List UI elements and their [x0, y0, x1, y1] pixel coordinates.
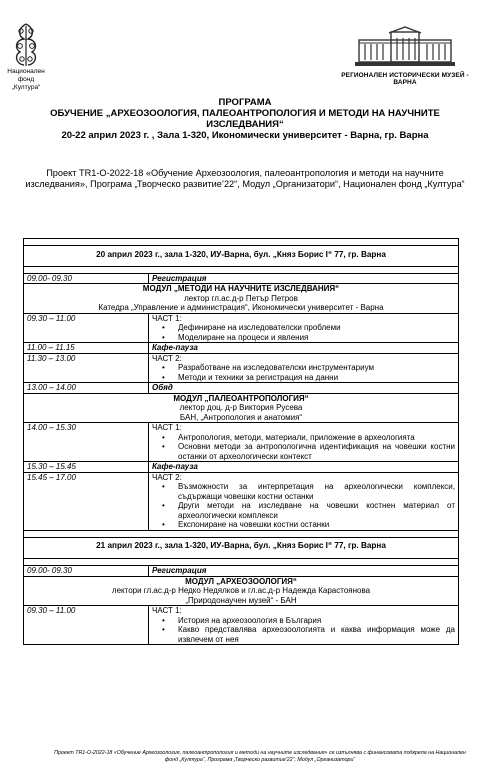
national-culture-fund-emblem-icon — [10, 22, 42, 68]
training-title: ОБУЧЕНИЕ „АРХЕОЗООЛОГИЯ, ПАЛЕОАНТРОПОЛОГИЯ И МЕТОДИ НА НАУЧНИТЕ ИЗСЛЕДВАНИЯ“ — [50, 108, 440, 130]
table-row — [24, 423, 459, 462]
time-cell: 11.00 – 11.15 — [24, 343, 149, 354]
table-row — [24, 353, 459, 383]
list-item: • Антропология, методи, материали, приложение в археологията — [170, 433, 455, 443]
module-lecturer: лектор доц. д-р Виктория Русева — [179, 403, 303, 412]
module-affiliation: „Природонаучен музей“ - БАН — [185, 595, 297, 605]
document-header — [20, 97, 470, 141]
culture-fund-logo — [4, 22, 48, 92]
activity-cell: Регистрация — [149, 273, 459, 284]
activity-cell: Кафе-пауза — [149, 343, 459, 354]
activity-cell: Регистрация — [149, 566, 459, 577]
culture-fund-name-line: „Култура“ — [11, 84, 41, 91]
module-title: МОДУЛ „МЕТОДИ НА НАУЧНИТЕ ИЗСЛЕДВАНИЯ“ — [142, 284, 340, 293]
table-spacer — [24, 530, 459, 537]
module-lecturer: лектори гл.ас.д-р Недко Недялков и гл.ас.д-р Надежда Карастоянова — [111, 586, 371, 595]
part-label: ЧАСТ 1: — [152, 313, 182, 323]
module-affiliation: Катедра „Управление и администрация“, Икономически университет - Варна — [98, 303, 384, 312]
time-cell: 09.00- 09.30 — [24, 273, 149, 284]
table-spacer — [24, 239, 459, 246]
module-affiliation: БАН, „Антропология и анатомия“ — [179, 412, 303, 422]
module-row — [24, 393, 459, 423]
module-row — [24, 576, 459, 606]
time-cell: 09.30 – 11.00 — [24, 313, 149, 343]
culture-fund-name-line: Национален — [7, 68, 45, 75]
table-spacer — [24, 559, 459, 566]
table-row — [24, 343, 459, 354]
part-label: ЧАСТ 2: — [152, 353, 182, 363]
list-item: • Разработване на изследователски инструментариум — [170, 363, 455, 373]
time-cell: 11.30 – 13.00 — [24, 353, 149, 383]
session-cell — [149, 353, 459, 383]
table-row — [24, 383, 459, 394]
part-label: ЧАСТ 1: — [152, 606, 182, 615]
table-row — [24, 273, 459, 284]
list-item: • Експониране на човешки костни останки — [170, 520, 455, 530]
museum-building-icon — [353, 26, 457, 68]
topic-list — [152, 482, 455, 530]
session-cell — [149, 606, 459, 645]
list-item: • История на археозоология в България — [170, 616, 455, 626]
table-row — [24, 472, 459, 530]
project-description: Проект TR1-O-2022-18 «Обучение Археозоология, палеоантропология и методи на научните изследвания», Програма „Творческо развитие’22“, Модул „Организатори“, Национален фонд „Култура“ — [25, 168, 465, 189]
topic-list — [152, 433, 455, 462]
list-item: • Методи и техники за регистрация на данни — [170, 373, 455, 383]
day-heading: 20 април 2023 г., зала 1-320, ИУ-Варна, бул. „Княз Борис I“ 77, гр. Варна — [24, 246, 459, 267]
museum-name: РЕГИОНАЛЕН ИСТОРИЧЕСКИ МУЗЕЙ - ВАРНА — [341, 72, 469, 86]
time-cell: 09.00- 09.30 — [24, 566, 149, 577]
activity-cell: Кафе-пауза — [149, 462, 459, 473]
day-heading: 21 април 2023 г., зала 1-320, ИУ-Варна, бул. „Княз Борис I“ 77, гр. Варна — [24, 537, 459, 559]
session-cell — [149, 423, 459, 462]
time-cell: 15.30 – 15.45 — [24, 462, 149, 473]
list-item: • Възможности за интерпретация на археологически комплекси, съдържащи човешки костни останки — [170, 482, 455, 501]
table-spacer — [24, 266, 459, 273]
table-row — [24, 313, 459, 343]
page-footer: Проект TR1-O-2022-18 «Обучение Археозоология, палеоантропология и методи на научните изследвания» се изпълнява с финансовата подкрепа на Национален фонд „Култура“, Програма „Творческо развитие’22“, Модул „Организатори“ — [54, 750, 466, 763]
day-heading-row — [24, 246, 459, 267]
table-row — [24, 462, 459, 473]
module-title: МОДУЛ „АРХЕОЗООЛОГИЯ“ — [185, 576, 297, 586]
activity-cell: Обяд — [149, 383, 459, 394]
module-row — [24, 284, 459, 314]
time-cell: 09.30 – 11.00 — [24, 606, 149, 645]
part-label: ЧАСТ 2: — [152, 472, 182, 482]
table-row — [24, 566, 459, 577]
list-item: • Дефиниране на изследователски проблеми — [170, 323, 455, 333]
table-row — [24, 606, 459, 645]
module-cell — [24, 393, 459, 423]
list-item: • Основни методи за антропологична идентификация на човешки костни останки от археологически контекст — [170, 442, 455, 461]
time-cell: 13.00 – 14.00 — [24, 383, 149, 394]
session-cell — [149, 313, 459, 343]
museum-logo — [330, 26, 480, 86]
schedule-table — [23, 238, 459, 645]
topic-list — [152, 363, 455, 382]
list-item: • Моделиране на процеси и явления — [170, 333, 455, 343]
list-item: • Какво представлява археозоологията и каква информация може да извлечем от нея — [170, 625, 455, 644]
session-cell — [149, 472, 459, 530]
module-cell — [24, 576, 459, 606]
program-label: ПРОГРАМА — [218, 97, 272, 108]
module-lecturer: лектор гл.ас.д-р Петър Петров — [184, 293, 298, 303]
training-dates-venue: 20-22 април 2023 г. , Зала 1-320, Икономически университет - Варна, гр. Варна — [61, 130, 429, 141]
part-label: ЧАСТ 1: — [152, 423, 182, 432]
topic-list — [152, 616, 455, 645]
day-heading-row — [24, 537, 459, 559]
topic-list — [152, 323, 455, 342]
culture-fund-name-line: фонд — [17, 76, 35, 83]
time-cell: 15.45 – 17.00 — [24, 472, 149, 530]
time-cell: 14.00 – 15.30 — [24, 423, 149, 462]
module-title: МОДУЛ „ПАЛЕОАНТРОПОЛОГИЯ“ — [173, 393, 309, 403]
list-item: • Други методи на изследване на човешки костнен материал от археологически комплекси — [170, 501, 455, 520]
module-cell — [24, 284, 459, 314]
